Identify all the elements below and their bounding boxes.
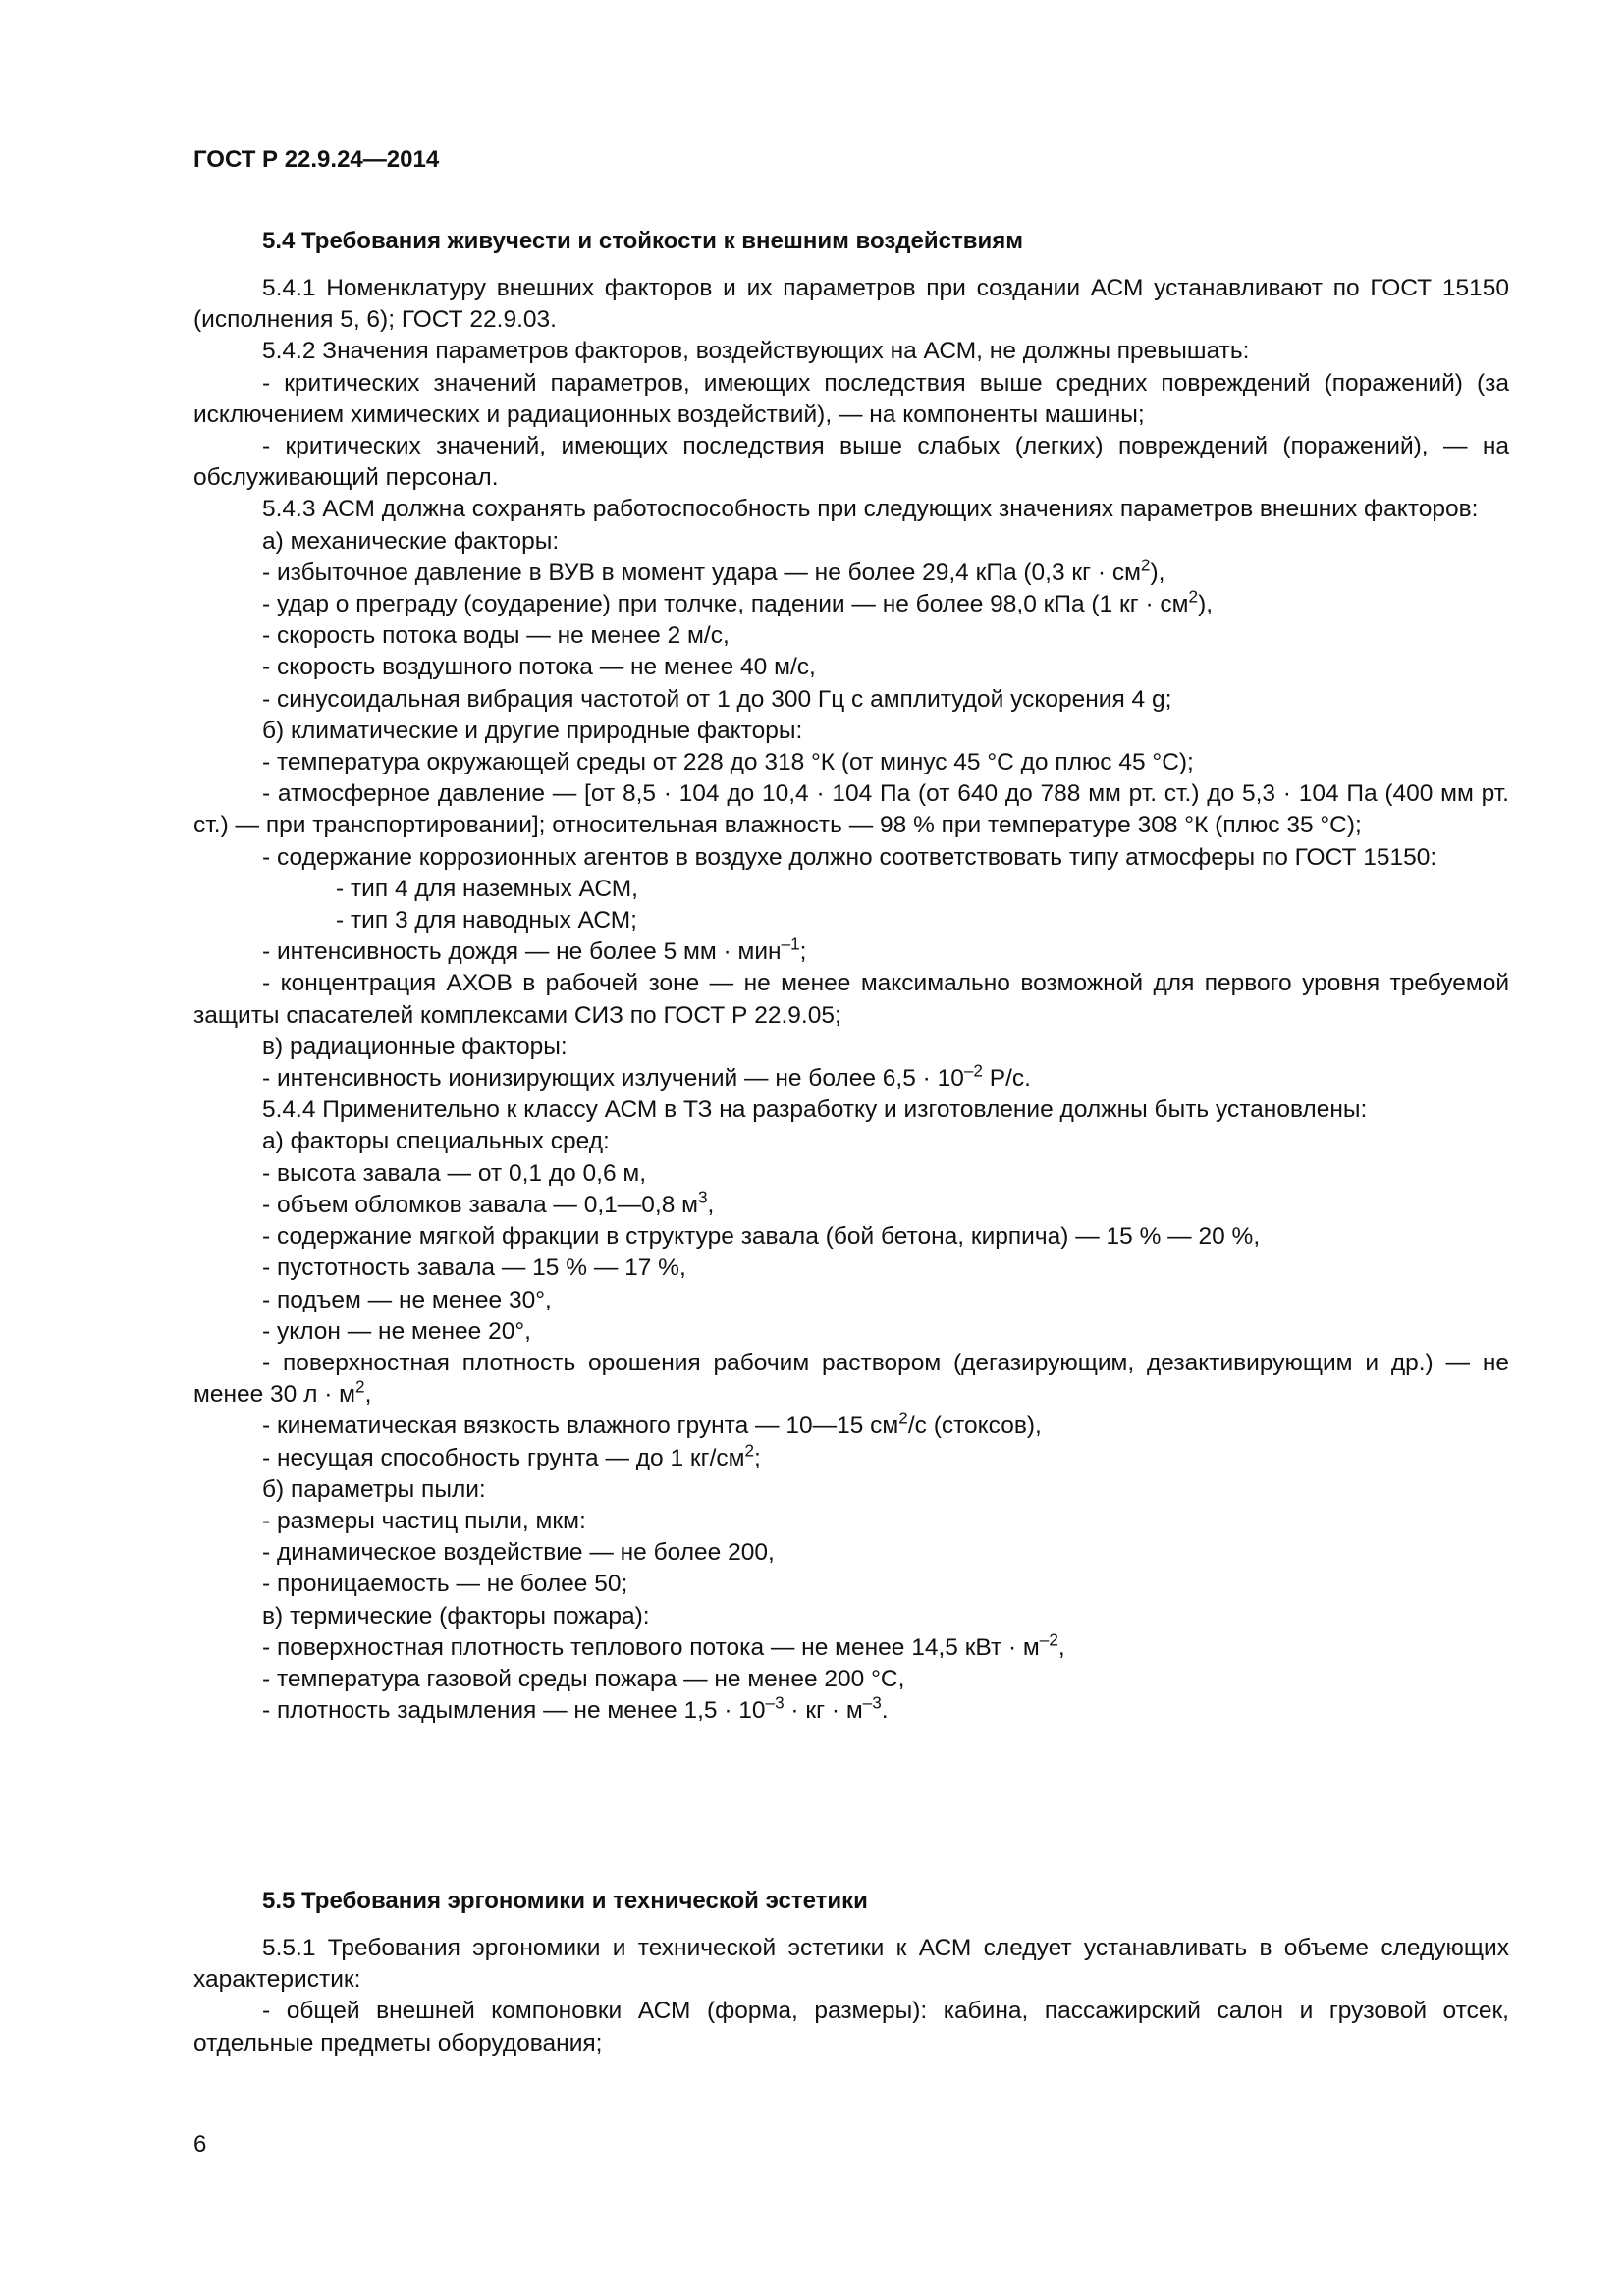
paragraph [193,684,1509,716]
paragraph [193,1316,1509,1348]
paragraph [193,652,1509,683]
paragraph-text: в) радиационные факторы: [262,1033,568,1060]
section-5-5-heading: 5.5 Требования эргономики и технической эстетики [262,1888,868,1914]
paragraph [193,716,1509,747]
superscript: 2 [898,1408,908,1428]
paragraph-text: ; [799,938,807,966]
paragraph [193,336,1509,367]
paragraph-text: - поверхностная плотность орошения рабочим раствором (дегазирующим, дезактивирующим и др.) — не менее 30 л · м [193,1349,1509,1409]
superscript: –3 [862,1692,882,1713]
paragraph [193,431,1509,494]
paragraph [193,1506,1509,1537]
paragraph-text: - кинематическая вязкость влажного грунта — 10—15 см [262,1413,899,1440]
paragraph-text: - проницаемость — не более 50; [262,1571,628,1598]
paragraph [193,1408,1509,1442]
paragraph [193,1601,1509,1632]
paragraph-text: , [707,1191,715,1218]
paragraph [193,494,1509,525]
paragraph [193,936,1509,968]
paragraph-text: ), [1150,559,1165,586]
paragraph-text: , [364,1381,372,1409]
paragraph-text: 5.5.1 Требования эргономики и технической эстетики к АСМ следует устанавливать в объеме следующих характеристик: [193,1935,1509,1994]
paragraph [193,747,1509,778]
paragraph [193,1158,1509,1190]
paragraph-text: , [1057,1633,1065,1661]
superscript: –3 [765,1692,785,1713]
paragraph-text: 5.4.3 АСМ должна сохранять работоспособность при следующих значениях параметров внешних факторов: [262,496,1479,523]
paragraph [193,273,1509,336]
paragraph-text: - тип 4 для наземных АСМ, [336,875,638,902]
paragraph-text: - размеры частиц пыли, мкм: [262,1507,586,1534]
paragraph-text: - температура газовой среды пожара — не менее 200 °С, [262,1665,905,1692]
paragraph-text: - скорость потока воды — не менее 2 м/с, [262,622,730,650]
paragraph-text: - атмосферное давление — [от 8,5 · 104 до 10,4 · 104 Па (от 640 до 788 мм рт. ст.) до 5,3 · 104 Па (400 мм рт. ст.) — при транспортировании]; относительная влажность — 98 % при температуре 308 °К (плюс 35 °С); [193,780,1509,839]
paragraph [193,1187,1509,1221]
paragraph [193,778,1509,841]
paragraph-text: б) климатические и другие природные факторы: [262,717,803,744]
paragraph-text: - концентрация АХОВ в рабочей зоне — не менее максимально возможной для первого уровня требуемой защиты спасателей комплексами СИЗ по ГОСТ Р 22.9.05; [193,970,1509,1029]
paragraph [193,968,1509,1031]
paragraph-text: - температура окружающей среды от 228 до 318 °К (от минус 45 °С до плюс 45 °С); [262,749,1194,776]
paragraph-text: - критических значений параметров, имеющих последствия выше средних повреждений (поражений) (за исключением химических и радиационных воздействий), — на компоненты машины; [193,369,1509,428]
superscript: 2 [355,1376,365,1397]
superscript: 2 [1188,586,1199,607]
paragraph [193,1253,1509,1284]
paragraph-text: - высота завала — от 0,1 до 0,6 м, [262,1159,647,1187]
paragraph-text: - избыточное давление в ВУВ в момент удара — не более 29,4 кПа (0,3 кг · см [262,559,1141,586]
paragraph [193,1126,1509,1157]
paragraph-text: - уклон — не менее 20°, [262,1317,531,1345]
paragraph [193,1032,1509,1063]
section-5-4-body [193,273,1509,1727]
paragraph-text: Р/с. [982,1065,1031,1093]
superscript: –2 [1039,1629,1058,1650]
superscript: –1 [781,934,800,954]
list-item [193,905,1509,936]
paragraph [193,1440,1509,1474]
paragraph-text: - тип 3 для наводных АСМ; [336,907,637,934]
paragraph-text: - несущая способность грунта — до 1 кг/см [262,1444,745,1471]
paragraph-text: - интенсивность ионизирующих излучений — не более 6,5 · 10 [262,1065,964,1093]
paragraph-text: ; [754,1444,761,1471]
paragraph [193,1348,1509,1411]
paragraph-text: б) параметры пыли: [262,1475,486,1503]
paragraph-text: - общей внешней компоновки АСМ (форма, размеры): кабина, пассажирский салон и грузовой отсек, отдельные предметы оборудования; [193,1998,1509,2056]
paragraph-text: - удар о преграду (соударение) при толчке, падении — не более 98,0 кПа (1 кг · см [262,591,1189,618]
paragraph [193,1537,1509,1569]
paragraph-text: ), [1198,591,1214,618]
paragraph-text: · кг · м [784,1697,863,1725]
paragraph [193,1933,1509,1996]
paragraph [193,368,1509,431]
paragraph-text: в) термические (факторы пожара): [262,1602,650,1629]
paragraph-text: - поверхностная плотность теплового потока — не менее 14,5 кВт · м [262,1633,1040,1661]
paragraph-text: - пустотность завала — 15 % — 17 %, [262,1255,686,1282]
superscript: –2 [963,1060,983,1081]
paragraph [193,586,1509,620]
paragraph-text: - содержание мягкой фракции в структуре завала (бой бетона, кирпича) — 15 % — 20 %, [262,1223,1261,1251]
paragraph-text: /с (стоксов), [907,1413,1042,1440]
paragraph-text: - содержание коррозионных агентов в воздухе должно соответствовать типу атмосферы по ГОСТ 15150: [262,843,1437,871]
paragraph-text: - синусоидальная вибрация частотой от 1 до 300 Гц с амплитудой ускорения 4 g; [262,685,1172,713]
paragraph-text: - подъем — не менее 30°, [262,1286,552,1313]
paragraph-text: 5.4.4 Применительно к классу АСМ в ТЗ на разработку и изготовление должны быть установлены: [262,1096,1368,1124]
paragraph [193,555,1509,589]
paragraph-text: - интенсивность дождя — не более 5 мм · мин [262,938,782,966]
paragraph-text: 5.4.1 Номенклатуру внешних факторов и их параметров при создании АСМ устанавливают по ГОСТ 15150 (исполнения 5, 6); ГОСТ 22.9.03. [193,275,1509,334]
section-5-5-body [193,1933,1509,2059]
paragraph [193,1060,1509,1095]
paragraph-text: 5.4.2 Значения параметров факторов, воздействующих на АСМ, не должны превышать: [262,338,1250,365]
paragraph [193,526,1509,558]
paragraph [193,1285,1509,1316]
paragraph-text: . [881,1697,889,1725]
page-number: 6 [193,2131,207,2158]
paragraph-text: - скорость воздушного потока — не менее 40 м/с, [262,654,816,681]
paragraph-text: - динамическое воздействие — не более 200, [262,1539,775,1567]
paragraph [193,1664,1509,1695]
superscript: 3 [697,1187,708,1207]
paragraph [193,620,1509,652]
paragraph [193,1629,1509,1664]
paragraph [193,1095,1509,1126]
paragraph-text: а) механические факторы: [262,527,560,555]
document-code: ГОСТ Р 22.9.24—2014 [193,146,440,173]
paragraph [193,1474,1509,1506]
paragraph-text: а) факторы специальных сред: [262,1128,610,1155]
paragraph-text: - плотность задымления — не менее 1,5 · 10 [262,1697,766,1725]
superscript: 2 [744,1440,755,1461]
list-item [193,874,1509,905]
paragraph-text: - объем обломков завала — 0,1—0,8 м [262,1191,698,1218]
paragraph [193,1996,1509,2058]
paragraph [193,1569,1509,1600]
paragraph [193,842,1509,874]
paragraph [193,1692,1509,1727]
superscript: 2 [1140,555,1151,575]
paragraph-text: - критических значений, имеющих последствия выше слабых (легких) повреждений (поражений), — на обслуживающий персонал. [193,433,1509,492]
paragraph [193,1221,1509,1253]
section-5-4-heading: 5.4 Требования живучести и стойкости к внешним воздействиям [262,228,1023,254]
